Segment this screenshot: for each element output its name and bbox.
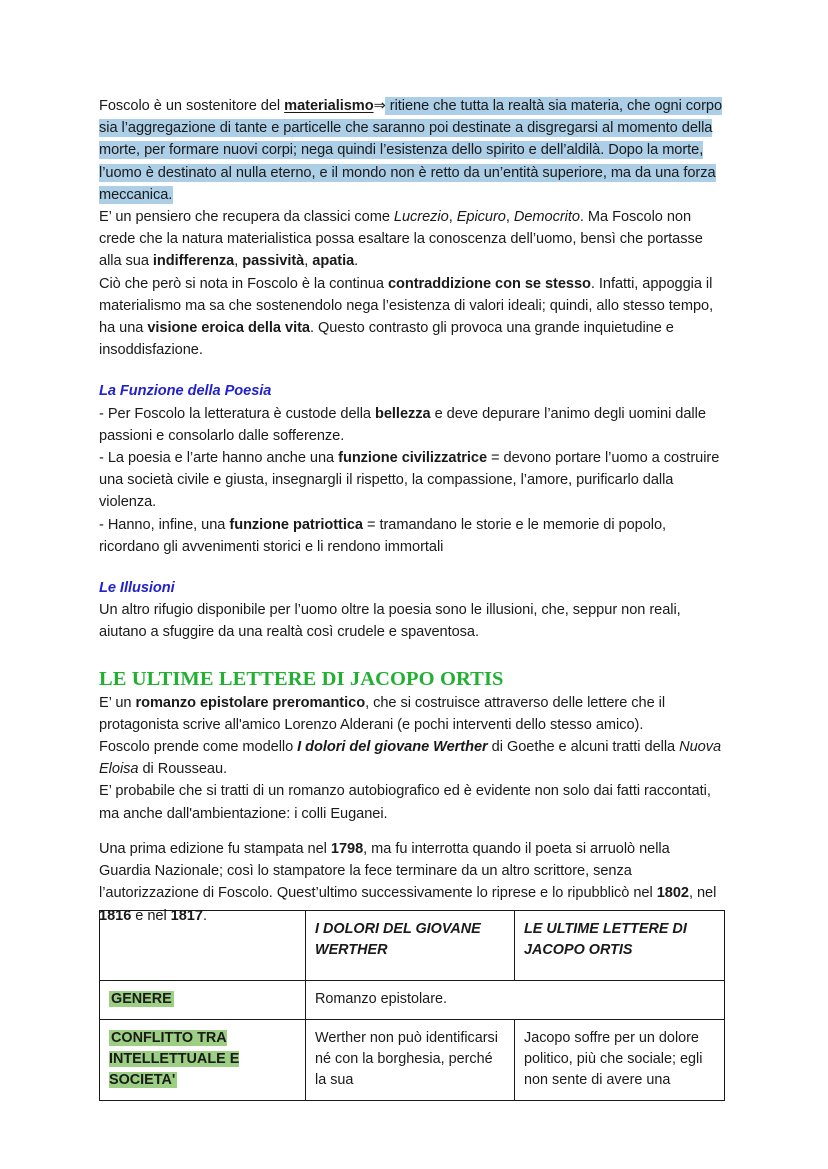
text-run: E’ un bbox=[99, 694, 136, 711]
table-header-row bbox=[100, 911, 725, 981]
text-run: . Questo contrasto gli provoca una grande inquietudine e insoddisfazione. bbox=[99, 320, 674, 359]
year-1817: 1817 bbox=[170, 907, 203, 924]
paragraph-contraddizione bbox=[99, 273, 725, 362]
text-run: = devono portare l’uomo a costruire una società civile e giusta, insegnargli il rispetto, la compassione, l’amore, purificarlo dalla violenza. bbox=[99, 450, 720, 511]
text-run: e nel bbox=[131, 907, 171, 924]
keyword-funzione-civilizzatrice: funzione civilizzatrice bbox=[338, 450, 488, 467]
keyword-bellezza: bellezza bbox=[375, 405, 431, 422]
table-row bbox=[100, 981, 725, 1020]
work-epicuro: Epicuro bbox=[456, 209, 506, 226]
heading-funzione-poesia: La Funzione della Poesia bbox=[99, 383, 272, 400]
keyword-apatia: apatia bbox=[312, 253, 355, 270]
section-spacer bbox=[99, 361, 725, 380]
paragraph-illusioni: Un altro rifugio disponibile per l’uomo oltre la poesia sono le illusioni, che, seppur non reali, aiutano a sfuggire da una realtà così crudele e spaventosa. bbox=[99, 602, 681, 641]
text-run: . Infatti, appoggia il materialismo ma sa che sostenendolo nega l’esistenza di valori ideali; quindi, allo stesso tempo, ha una bbox=[99, 275, 714, 337]
work-werther: I dolori del giovane Werther bbox=[297, 739, 488, 756]
highlighted-passage-materialismo: ritiene che tutta la realtà sia materia, che ogni corpo sia l’aggregazione di tante e particelle che saranno poi destinate a disgregarsi al momento della morte, per formare nuovi corpi; nega quindi l’esistenza dello spirito e dell’aldilà. Dopo la morte, l’uomo è destinato al nulla eterno, e il mondo non è retto da un’entità superiore, ma da una forza meccanica. bbox=[99, 98, 723, 203]
text-run: di Rousseau. bbox=[138, 761, 228, 778]
keyword-romanzo-epistolare: romanzo epistolare preromantico bbox=[135, 694, 366, 711]
text-run: . Ma Foscolo non crede che la natura materialistica possa esaltare la conoscenza dell’uomo, bensì che portasse alla sua bbox=[99, 209, 703, 270]
text-run: Una prima edizione fu stampata nel bbox=[99, 840, 331, 857]
text-run: . bbox=[202, 907, 207, 924]
text-run: - La poesia e l’arte hanno anche una bbox=[99, 450, 339, 467]
text-run: , bbox=[505, 209, 514, 226]
text-run: - Per Foscolo la letteratura è custode della bbox=[99, 405, 375, 422]
keyword-visione-eroica: visione eroica della vita bbox=[147, 320, 310, 337]
implies-arrow-icon: ⇒ bbox=[373, 98, 386, 114]
text-run: - Hanno, infine, una bbox=[99, 516, 230, 533]
paragraph-classici bbox=[99, 206, 725, 273]
section-spacer bbox=[99, 558, 725, 577]
table-row bbox=[100, 1020, 725, 1101]
year-1798: 1798 bbox=[330, 840, 364, 857]
table-header-cell-werther: I DOLORI DEL GIOVANE WERTHER bbox=[306, 911, 515, 981]
work-lucrezio: Lucrezio bbox=[393, 209, 449, 226]
heading-ultime-lettere-ortis: LE ULTIME LETTERE DI JACOPO ORTIS bbox=[99, 667, 504, 690]
keyword-materialismo: materialismo bbox=[284, 98, 374, 114]
text-run: , bbox=[234, 253, 243, 270]
table-cell-genere-value: Romanzo epistolare. bbox=[306, 981, 725, 1020]
keyword-indifferenza: indifferenza bbox=[152, 253, 235, 270]
section-spacer bbox=[99, 825, 725, 838]
text-run: Ciò che però si nota in Foscolo è la continua bbox=[99, 275, 388, 292]
bullet-civilizzatrice bbox=[99, 447, 725, 514]
work-nuova-eloisa: Nuova Eloisa bbox=[99, 739, 722, 778]
document-body bbox=[99, 95, 725, 927]
comparison-table bbox=[99, 907, 725, 1101]
text-run: . bbox=[354, 253, 359, 270]
table-cell-conflitto-werther: Werther non può identificarsi né con la borghesia, perché la sua bbox=[306, 1020, 515, 1101]
text-run: , ma fu interrotta quando il poeta si arruolò nella Guardia Nazionale; così lo stampatore la fece terminare da un altro scrittore, senza l’autorizzazione di Foscolo. Quest’ultimo successivamente lo riprese e lo ripubblicò nel bbox=[99, 840, 670, 902]
text-run: e deve depurare l’animo degli uomini dalle passioni e consolarlo dalle sofferenze. bbox=[99, 405, 706, 444]
highlighted-label: CONFLITTO TRA INTELLETTUALE E SOCIETA' bbox=[109, 1030, 240, 1088]
paragraph-ortis-romanzo bbox=[99, 692, 725, 736]
bullet-bellezza bbox=[99, 403, 725, 447]
heading-le-illusioni: Le Illusioni bbox=[99, 580, 175, 597]
table-header-cell-ortis: LE ULTIME LETTERE DI JACOPO ORTIS bbox=[515, 911, 725, 981]
bullet-patriottica bbox=[99, 514, 725, 558]
highlighted-label: GENERE bbox=[111, 991, 172, 1007]
table-header-cell-blank bbox=[100, 911, 306, 981]
text-run: E’ un pensiero che recupera da classici come bbox=[99, 209, 394, 226]
section-spacer bbox=[99, 644, 725, 666]
paragraph-lead-text: Foscolo è un sostenitore del bbox=[99, 98, 285, 114]
year-1816: 1816 bbox=[99, 907, 132, 924]
text-run: = tramandano le storie e le memorie di popolo, ricordano gli avvenimenti storici e li rendono immortali bbox=[99, 516, 667, 555]
work-democrito: Democrito bbox=[513, 209, 580, 226]
keyword-contraddizione: contraddizione con se stesso bbox=[387, 275, 591, 292]
text-run: di Goethe e alcuni tratti della bbox=[487, 739, 680, 756]
table-row-label-conflitto bbox=[100, 1020, 306, 1101]
year-1802: 1802 bbox=[656, 885, 689, 902]
keyword-passivita: passività bbox=[242, 253, 305, 270]
paragraph-ortis-modello bbox=[99, 736, 725, 780]
text-run: , che si costruisce attraverso delle lettere che il protagonista scrive all'amico Lorenzo Alderani (e pochi interventi dello stesso amico). bbox=[99, 694, 666, 733]
table-cell-conflitto-ortis: Jacopo soffre per un dolore politico, più che sociale; egli non sente di avere una bbox=[515, 1020, 725, 1101]
table-row-label-genere bbox=[100, 981, 306, 1020]
text-run: , bbox=[304, 253, 313, 270]
text-run: Foscolo prende come modello bbox=[99, 739, 298, 756]
paragraph-materialismo bbox=[99, 95, 725, 206]
paragraph-ortis-autobiografico: E’ probabile che si tratti di un romanzo autobiografico ed è evidente non solo dai fatti raccontati, ma anche dall'ambientazione: i colli Euganei. bbox=[99, 783, 711, 822]
text-run: , nel bbox=[688, 885, 717, 902]
keyword-funzione-patriottica: funzione patriottica bbox=[229, 516, 363, 533]
text-run: , bbox=[448, 209, 457, 226]
